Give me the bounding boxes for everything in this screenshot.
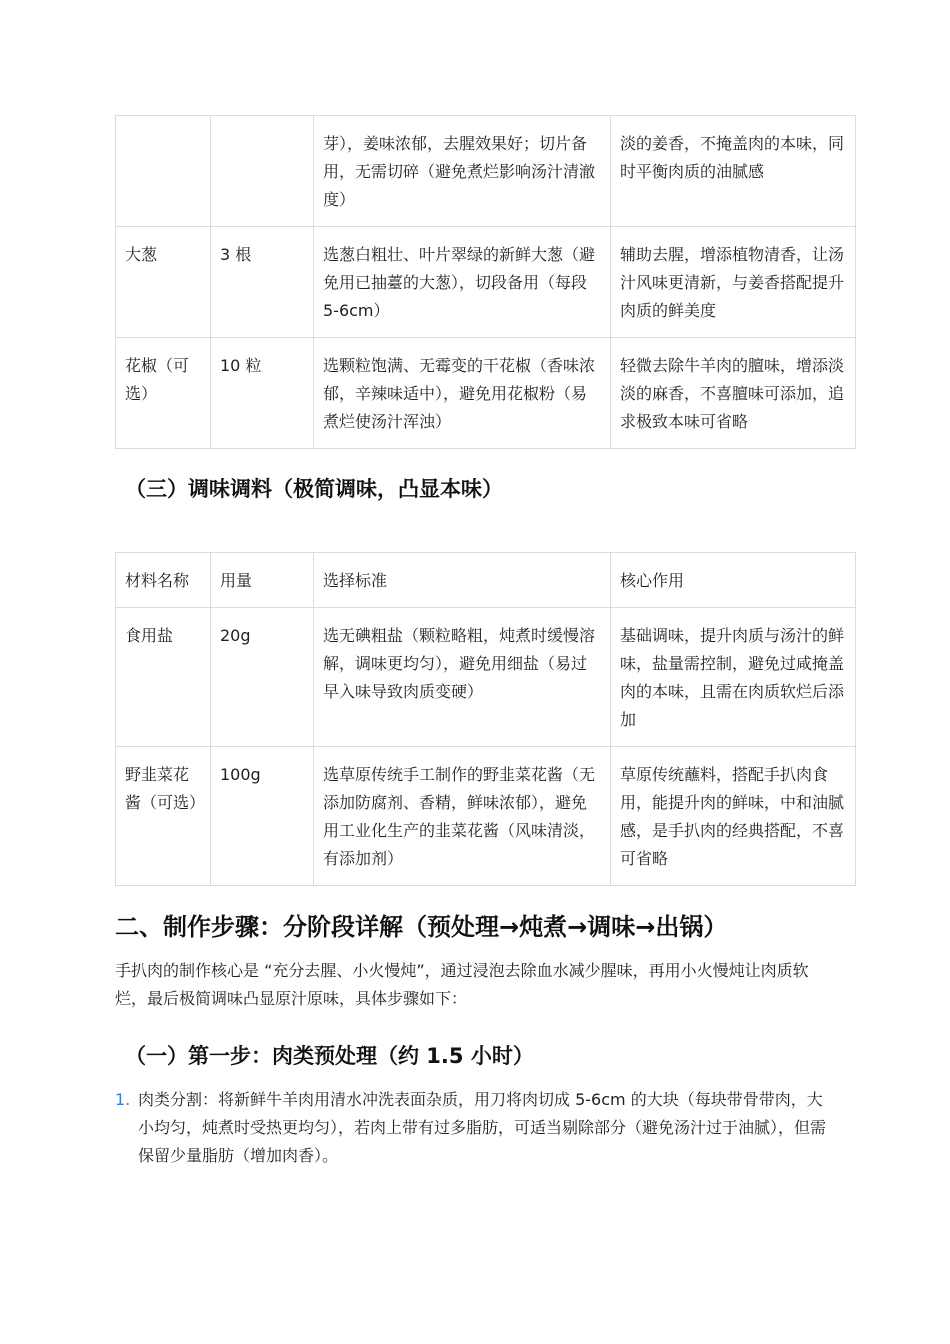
table-row xyxy=(116,338,856,449)
material-name-cell xyxy=(116,116,211,227)
column-header: 选择标准 xyxy=(314,553,611,608)
amount-cell: 10 粒 xyxy=(211,338,314,449)
material-name-cell: 花椒（可选） xyxy=(116,338,211,449)
list-item xyxy=(115,1086,835,1170)
intro-paragraph: 手扒肉的制作核心是 “充分去腥、小火慢炖”，通过浸泡去除血水减少腥味，再用小火慢炖让肉质软烂，最后极简调味凸显原汁原味，具体步骤如下： xyxy=(115,961,809,1008)
criteria-cell: 选颗粒饱满、无霉变的干花椒（香味浓郁，辛辣味适中），避免用花椒粉（易煮烂使汤汁浑浊） xyxy=(314,338,611,449)
material-name-cell: 食用盐 xyxy=(116,608,211,747)
table-header-row xyxy=(116,553,856,608)
function-cell: 淡的姜香，不掩盖肉的本味，同时平衡肉质的油腻感 xyxy=(611,116,856,227)
table-row xyxy=(116,227,856,338)
function-cell: 草原传统蘸料，搭配手扒肉食用，能提升肉的鲜味，中和油腻感，是手扒肉的经典搭配，不喜可省略 xyxy=(611,747,856,886)
amount-cell: 100g xyxy=(211,747,314,886)
amount-cell: 3 根 xyxy=(211,227,314,338)
list-item-text: 肉类分割：将新鲜牛羊肉用清水冲洗表面杂质，用刀将肉切成 5-6cm 的大块（每块带骨带肉，大小均匀，炖煮时受热更均匀），若肉上带有过多脂肪，可适当剔除部分（避免汤汁过于油腻），但需保留少量脂肪（增加肉香）。 xyxy=(138,1090,827,1165)
criteria-cell: 芽），姜味浓郁，去腥效果好；切片备用，无需切碎（避免煮烂影响汤汁清澈度） xyxy=(314,116,611,227)
table-row xyxy=(116,747,856,886)
criteria-cell: 选草原传统手工制作的野韭菜花酱（无添加防腐剂、香精，鲜味浓郁），避免用工业化生产的韭菜花酱（风味清淡，有添加剂） xyxy=(314,747,611,886)
function-cell: 轻微去除牛羊肉的膻味，增添淡淡的麻香，不喜膻味可添加，追求极致本味可省略 xyxy=(611,338,856,449)
criteria-cell: 选葱白粗壮、叶片翠绿的新鲜大葱（避免用已抽薹的大葱），切段备用（每段 5-6cm） xyxy=(314,227,611,338)
list-item-number: 1. xyxy=(115,1090,131,1109)
step-list xyxy=(115,1086,835,1170)
column-header: 用量 xyxy=(211,553,314,608)
step-heading-preprocess: （一）第一步：肉类预处理（约 1.5 小时） xyxy=(125,1044,534,1068)
function-cell: 辅助去腥，增添植物清香，让汤汁风味更清新，与姜香搭配提升肉质的鲜美度 xyxy=(611,227,856,338)
amount-cell xyxy=(211,116,314,227)
column-header: 核心作用 xyxy=(611,553,856,608)
aromatics-table xyxy=(115,115,856,449)
table-row xyxy=(116,116,856,227)
amount-cell: 20g xyxy=(211,608,314,747)
function-cell: 基础调味，提升肉质与汤汁的鲜味，盐量需控制，避免过咸掩盖肉的本味，且需在肉质软烂后添加 xyxy=(611,608,856,747)
criteria-cell: 选无碘粗盐（颗粒略粗，炖煮时缓慢溶解，调味更均匀），避免用细盐（易过早入味导致肉质变硬） xyxy=(314,608,611,747)
seasoning-table xyxy=(115,552,856,886)
part-heading-steps: 二、制作步骤：分阶段详解（预处理→炖煮→调味→出锅） xyxy=(115,913,728,941)
material-name-cell: 野韭菜花酱（可选） xyxy=(116,747,211,886)
column-header: 材料名称 xyxy=(116,553,211,608)
material-name-cell: 大葱 xyxy=(116,227,211,338)
table-row xyxy=(116,608,856,747)
section-heading-seasoning: （三）调味调料（极简调味，凸显本味） xyxy=(125,477,503,501)
